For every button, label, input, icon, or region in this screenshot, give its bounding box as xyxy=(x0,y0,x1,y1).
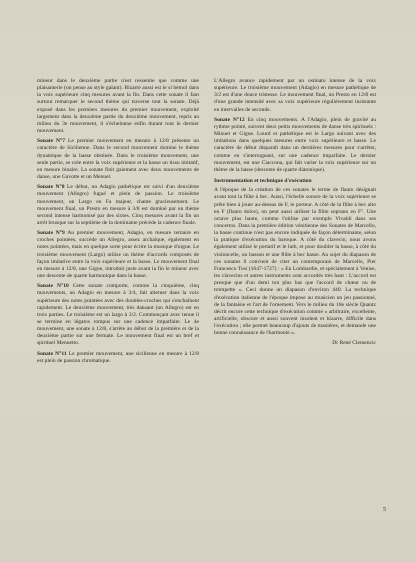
sonata-12-text: En cinq mouvements. A l'Adagio, plein de gravité au rythme pointé, suivent deux petits mouvements de danse très spirituels : Minuet et Gigue. Lourd et pathétique est le Largo suivant avec des imitations dans quelques mesures entre voix supérieure et basse. Le caractère de début disparaît dans un dernières mesures pour s'arrêter, comme en s'interrogeant, sur une cadence imparfaite. Le dernier mouvement, est une Ciaccona, qui fait varier la voix supérieure sur un thème de la basse (descente de quarte diatonique). xyxy=(214,116,377,173)
section-heading: Instrumentation et technique d'exécution xyxy=(214,178,312,185)
paragraph-sonata-11-cont: L'Allegro avance rapidement par un ostinato intense de la voix supérieure. Le troisième mouvement (Adagio) en mesure pathétique de 3/2 est d'une douce tristesse. Le mouvement final, un Presto en 12/8 est d'une grande intensité avec sa voix supérieure régulièrement insistante en intervalles de seconde. xyxy=(214,78,376,113)
sonata-8-title: Sonate N°8 xyxy=(37,184,65,191)
paragraph-sonata-7 xyxy=(37,138,199,181)
paragraph-sonata-9 xyxy=(37,230,199,280)
paragraph-sonata-11 xyxy=(37,351,199,365)
author-signature: Dr René Clemencic xyxy=(332,340,376,347)
left-column xyxy=(37,78,199,365)
paragraph-sonata-12 xyxy=(214,117,376,174)
paragraph-intro: mineur dans le deuxième partie n'est ressentie que comme une plaisanterie (on pense au style galant). Bizarre aussi est le si bémol dans la voix supérieure cinq mesures avant la fin. Dans cette sonate il faut surtout remarquer le second thème qui traverse tout la sonate. Déjà exposé dans les premiers mesures du premier mouvement, exploité largement dans la deuxième partie du deuxième mouvement, repris au milieu du 3e mouvement, il s'échelonne enfin durant tout le dernier mouvement. xyxy=(37,78,199,135)
sonata-11-title: Sonate N°11 xyxy=(37,350,67,357)
sonata-7-title: Sonate N°7 xyxy=(37,138,66,145)
page-number: 5 xyxy=(383,507,386,513)
sonata-9-text: Au premier mouvement, Adagio, en mesure ternaire en croches pointées, succède un Allegro, assez archaïque, également en notes pointées, mais en quelque sorte pour écrire la musique d'orgue. Le troisième mouvement (Largo) utilise un thème d'accords composés de façon imitative entre la voix supérieure et la basse. Le mouvement final en mesure à 12/8, une Gigue, introduit juste avant la fin le mineur avec une descente de quarte harmonique dans la basse. xyxy=(37,230,199,280)
sonata-9-title: Sonate N°9 xyxy=(37,230,65,237)
right-column xyxy=(214,78,376,348)
sonata-8-text: Le début, un Adagio pathétique est suivi d'un deuxième mouvement (Allegro) fugué et plein de passion. Le troisième mouvement, un Largo en Fa majeur, chante gracieusement. Le mouvement final, un Presto en mesure à 3/8 est dominé par un thème second intense harmonisé par des sixtes. Cinq mesures avant la fin un arrêt brusque sur la septième de la dominante précède la cadence finale. xyxy=(37,184,199,226)
sonata-7-text: Le premier mouvement en mesure à 12/8 présente un caractère de Sicilienne. Dans le second mouvement domine le thème dynamique de la basse obstinée. Dans le troisième mouvement, une seule partie, se crée entre la voix supérieure et la basse un tissu imitatif, en mesure binaire. La sonate finit gaiement avec deux mouvements de danse, une Gavotte et un Menuet. xyxy=(37,138,199,181)
sonata-10-text: Cette sonate comporte, comme la cinquième, cinq mouvements, un Adagio en mesure à 3/4, fait alterner dans la voix supérieure des notes pointées avec des doubles-croches qui s'enchaînent rapidement. Le deuxième mouvement, très dansant (un Allegro) est en trois parties. Le troisième est un largo à 3/2. Commençant avec tenue il se termine en légatos rompus sur une cadence imparfaite. Le 4e mouvement, une sonate à 12/8, s'arrête au début de la première et de la deuxième partie sur une fermate. Le mouvement final est un bref et spirituel Menuetto. xyxy=(37,283,199,347)
paragraph-sonata-8 xyxy=(37,184,199,227)
paragraph-instrumentation: A l'époque de la création de ces sonates le terme de flauto désignait avant tout la flûte à bec. Aussi, l'échelle sonore de la voix supérieure se prête bien à jouer au-dessus de F, le porteur. A côté de la flûte à bec alto en F (flauto dolce), on peut aussi utiliser la flûte soprano en F''. Une octave plus haute, comme l'utilise par exemple Vivaldi dans ses concertos. Dans la première édition vénitienne des Sonates de Marcello, la basse continue n'est pas encore indiquée de façon déterminante, selon la pratique d'exécution du baroque. A côté du clavecin, nous avons également utilisé le portatif et le luth, et pour doubler la basse, à côté du violoncelle, un basson et une flûte à bec basse. Au sujet du diapason de ces sonates il convient de citer un contemporain de Marcello, Pier Francesco Tosi (1647-1727) : « En Lombardie, et spécialement à Venise, les clavecins et autres instruments sont accordés très haut : L'accord est presque que d'un demi ton plus bas que l'accord de chœur ou de trompette ». Ceci donne un diapason d'environ 440. La technique d'exécution italienne de l'époque impose au musicien un jeu passionné, de la fantaisie et l'art de l'ornement. Vers le milieu du 18e siècle Quantz décrit encore cette technique d'exécution comme « arbitraire, excellente, artificielle, obscure et aussi souvent insolent et bizarre, difficile dans l'exécution ; elle permet beaucoup d'ajouts de manières, et demande une bonne connaissance de l'harmonie ». xyxy=(214,187,376,337)
sonata-11-text: Le premier mouvement, une sicilienne en mesure à 12/8 est plein de passion chromatique. xyxy=(37,350,199,364)
sonata-12-title: Sonate N°12 xyxy=(214,116,245,123)
sonata-10-title: Sonate N°10 xyxy=(37,283,69,290)
paragraph-sonata-10 xyxy=(37,283,199,347)
